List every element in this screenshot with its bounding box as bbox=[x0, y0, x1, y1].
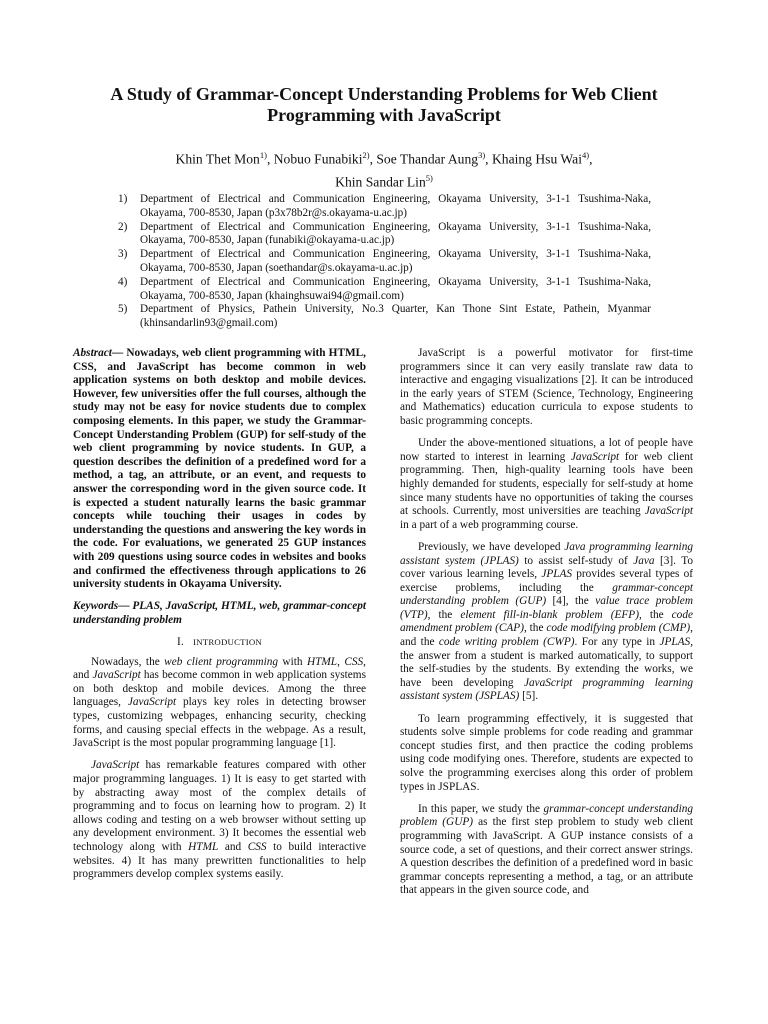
affiliation-number: 2) bbox=[118, 220, 128, 233]
affiliation-number: 3) bbox=[118, 248, 128, 261]
title-line-2: Programming with JavaScript bbox=[267, 105, 501, 125]
text-run: JavaScript is a powerful motivator for first-time programmers since it can very easily translate raw data to interactive and engaging visualizations [2]. It can be introduced in the early years of STEM (Science, Technology, Engineering and Mathematics) education curricula to expose students to basic programming concepts. bbox=[400, 347, 693, 427]
emphasis-run: JavaScript bbox=[127, 696, 177, 709]
emphasis-run: CSS bbox=[344, 655, 364, 668]
affiliation-item bbox=[118, 303, 651, 331]
right-body bbox=[400, 347, 693, 898]
text-run: , and bbox=[73, 655, 366, 682]
text-run: In this paper, we study the bbox=[418, 802, 544, 815]
body-paragraph bbox=[400, 541, 693, 704]
emphasis-run: JavaScript bbox=[644, 505, 693, 518]
affiliation-item bbox=[118, 221, 651, 249]
author-name: Soe Thandar Aung bbox=[376, 151, 479, 167]
text-run: Previously, we have developed bbox=[418, 540, 565, 553]
title-line-1: A Study of Grammar-Concept Understanding Problems for Web Client bbox=[110, 84, 658, 104]
affiliation-item bbox=[118, 248, 651, 276]
body-paragraph bbox=[400, 347, 693, 429]
author-name: Khin Thet Mon bbox=[175, 151, 260, 167]
author-sep: , bbox=[369, 151, 377, 167]
affiliation-item bbox=[118, 193, 651, 221]
keywords bbox=[73, 600, 366, 627]
section-number: I. bbox=[177, 636, 185, 649]
author-mark: 4) bbox=[581, 150, 590, 160]
author-list bbox=[90, 146, 678, 191]
left-body bbox=[73, 656, 366, 882]
keywords-dash: — bbox=[118, 600, 133, 613]
emphasis-run: HTML bbox=[188, 840, 219, 853]
emphasis-run: code amendment problem (CAP) bbox=[400, 608, 693, 635]
emphasis-run: value trace problem (VTP) bbox=[400, 595, 693, 621]
text-run: [5]. bbox=[519, 690, 539, 703]
text-run: , and the bbox=[400, 622, 693, 649]
body-paragraph bbox=[400, 437, 693, 532]
abstract bbox=[73, 347, 366, 592]
text-run: [3]. To cover various learning levels, bbox=[400, 554, 693, 581]
text-run: , the bbox=[427, 608, 461, 621]
emphasis-run: JavaScript bbox=[92, 669, 141, 682]
text-run: , the bbox=[638, 608, 672, 621]
emphasis-run: grammar-concept understanding problem (GUP) bbox=[400, 581, 693, 608]
section-heading-introduction bbox=[73, 636, 366, 650]
text-run: , bbox=[337, 655, 345, 668]
author-sep: , bbox=[266, 151, 274, 167]
section-title: INTRODUCTION bbox=[193, 637, 262, 648]
keywords-text: PLAS, JavaScript, HTML, web, grammar-concept understanding problem bbox=[73, 600, 366, 626]
text-run: has become common in web application systems on both desktop and mobile devices. Among the three languages, bbox=[73, 669, 366, 709]
abstract-label: Abstract bbox=[73, 347, 112, 359]
body-paragraph bbox=[73, 656, 366, 751]
paper-title bbox=[70, 84, 698, 126]
author-name: Nobuo Funabiki bbox=[273, 151, 363, 167]
text-run: To learn programming effectively, it is suggested that students solve simple problems for code reading and grammar concept studies first, and then practice the coding problems using code modifying ones. Therefore, students are expected to solve the programming exercises along this order of problem types in JSPLAS. bbox=[400, 712, 693, 793]
emphasis-run: web client programming bbox=[164, 655, 279, 668]
emphasis-run: JavaScript programming learning assistant system (JSPLAS) bbox=[400, 676, 693, 703]
affiliation-text: Department of Electrical and Communication Engineering, Okayama University, 3-1-1 Tsushima-Naka, Okayama, 700-8530, Japan (funabiki@okayama-u.ac.jp) bbox=[140, 220, 651, 247]
affiliation-number: 4) bbox=[118, 275, 128, 288]
emphasis-run: HTML bbox=[306, 655, 338, 668]
emphasis-run: JPLAS bbox=[659, 636, 691, 649]
emphasis-run: code modifying problem (CMP) bbox=[546, 622, 691, 635]
text-run: in a part of a web programming course. bbox=[400, 518, 579, 531]
text-run: , the answer from a student is marked automatically, to support the self-studies by the students. By extending the works, we have been developing bbox=[400, 636, 694, 689]
abstract-dash: — bbox=[111, 347, 127, 359]
text-run: Nowadays, the bbox=[91, 655, 165, 668]
author-name: Khaing Hsu Wai bbox=[491, 151, 582, 167]
emphasis-run: grammar-concept understanding problem (GUP) bbox=[400, 802, 693, 829]
author-sep: , bbox=[589, 151, 593, 167]
emphasis-run: Java bbox=[633, 554, 655, 567]
text-run: [4], the bbox=[546, 595, 596, 608]
emphasis-run: JavaScript bbox=[91, 759, 140, 772]
author-mark: 3) bbox=[478, 150, 486, 160]
body-paragraph bbox=[73, 759, 366, 881]
text-run: and bbox=[218, 840, 248, 853]
affiliation-number: 5) bbox=[118, 303, 128, 316]
author-name: Khin Sandar Lin bbox=[335, 174, 426, 190]
text-run: provides several types of exercise problems, including the bbox=[400, 568, 693, 594]
text-run: with bbox=[278, 655, 307, 668]
text-run: Under the above-mentioned situations, a lot of people have now started to interest in learning bbox=[400, 437, 693, 463]
text-run: for web client programming. Then, high-quality learning tools have been highly demanded for students, especially for self-study at home since many students have no opportunities of taking the courses at schools. Currently, most universities are teaching bbox=[400, 450, 694, 518]
author-mark: 2) bbox=[362, 150, 370, 160]
emphasis-run: Java programming learning assistant system (JPLAS) bbox=[400, 540, 693, 567]
body-paragraph bbox=[400, 803, 693, 898]
abstract-text: Nowadays, web client programming with HTML, CSS, and JavaScript has become common in web application systems on both desktop and mobile devices. However, few universities offer the full courses, although the study may not be easy for novice students due to complex composing elements. In this paper, we study the Grammar-Concept Understanding Problem (GUP) for self-study of the web client programming by novice students. In GUP, a question describes the definition of a predefined word for a method, a tag, an attribute, or an event, and requests to answer the corresponding word in the given source code. It is expected a student naturally learns the basic grammar concepts while touching their usages in codes by understanding the questions and answering the key words in the code. For evaluations, we generated 25 GUP instances with 209 questions using source codes in websites and books and confirmed the effectiveness through applications to 26 university students in Okayama University. bbox=[73, 347, 366, 591]
author-mark: 1) bbox=[259, 150, 267, 160]
text-run: as the first step problem to study web client programming with JavaScript. A GUP instance consists of a source code, a set of questions, and their correct answer strings. A question describes the definition of a predefined word in basic grammar concepts representing a method, a tag, or an attribute that appears in the given source code, and bbox=[400, 816, 693, 897]
affiliation-number: 1) bbox=[118, 193, 128, 205]
affiliation-text: Department of Physics, Pathein University, No.3 Quarter, Kan Thone Sint Estate, Pathein, Myanmar (khinsandarlin93@gmail.com) bbox=[140, 303, 651, 330]
text-run: has remarkable features compared with other major programming languages. 1) It is easy to get started with by abstracting away most of the complex details of programming and to focus on learning how to program. 2) It allows coding and testing on a web browser without setting up any development environment. 3) It becomes the essential web technology along with bbox=[73, 759, 366, 853]
emphasis-run: code writing problem (CWP) bbox=[438, 636, 575, 649]
affiliation-item bbox=[118, 276, 651, 304]
affiliation-text: Department of Electrical and Communication Engineering, Okayama University, 3-1-1 Tsushima-Naka, Okayama, 700-8530, Japan (p3x78b2r@s.okayama-u.ac.jp) bbox=[140, 193, 651, 219]
body-paragraph bbox=[400, 713, 693, 795]
emphasis-run: JavaScript bbox=[570, 450, 620, 463]
author-mark: 5) bbox=[425, 172, 433, 183]
text-run: to assist self-study of bbox=[518, 554, 634, 567]
right-column bbox=[400, 347, 693, 907]
text-run: plays key roles in detecting browser types, customizing webpages, enhancing security, checking forms, and causing special effects in the webpage. As a result, JavaScript is the most popular programming language [1]. bbox=[73, 696, 366, 750]
text-run: , the bbox=[523, 622, 547, 635]
left-column bbox=[73, 347, 366, 890]
text-run: to build interactive websites. 4) It has many prewritten functionalities to help programmers develop complex systems easily. bbox=[73, 840, 366, 881]
emphasis-run: JPLAS bbox=[541, 568, 573, 581]
text-run: . For any type in bbox=[574, 636, 660, 649]
emphasis-run: element fill-in-blank problem (EFP) bbox=[460, 608, 639, 621]
affiliation-list bbox=[118, 193, 651, 331]
emphasis-run: CSS bbox=[247, 840, 267, 853]
affiliation-text: Department of Electrical and Communication Engineering, Okayama University, 3-1-1 Tsushima-Naka, Okayama, 700-8530, Japan (khainghsuwai94@gmail.com) bbox=[140, 275, 651, 302]
author-sep: , bbox=[485, 151, 492, 167]
affiliation-text: Department of Electrical and Communication Engineering, Okayama University, 3-1-1 Tsushima-Naka, Okayama, 700-8530, Japan (soethandar@s.okayama-u.ac.jp) bbox=[140, 248, 651, 274]
keywords-label: Keywords bbox=[73, 600, 119, 613]
